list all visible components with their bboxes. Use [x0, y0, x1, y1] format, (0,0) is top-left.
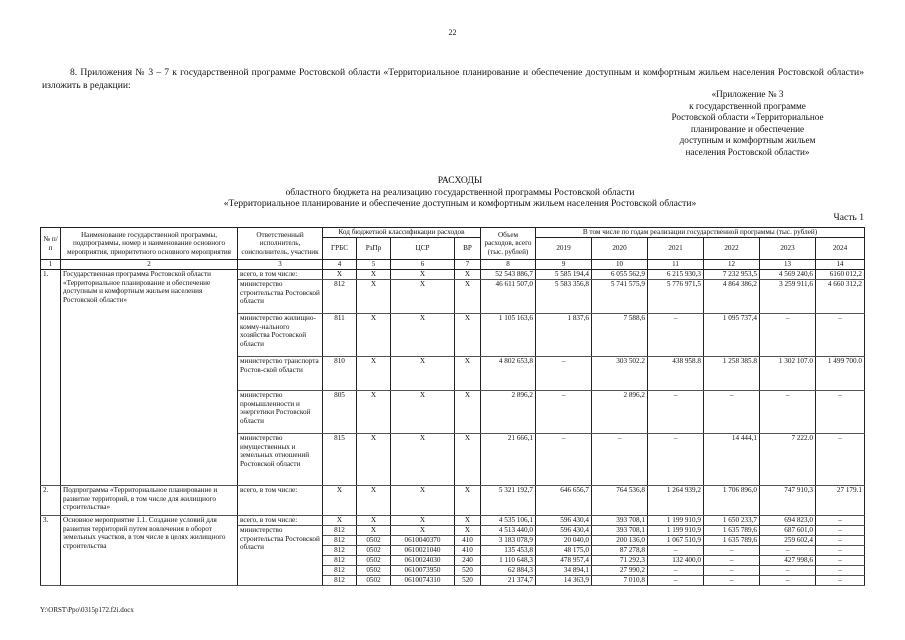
grbs-cell: 812 — [323, 536, 357, 546]
program-name: Подпрограмма «Территориальное планирование и развитие территорий, в том числе для жилищного строительства» — [61, 486, 238, 516]
header-grbs: ГРБС — [323, 238, 357, 260]
table-row — [41, 486, 865, 516]
header-year: 2020 — [592, 238, 648, 260]
row-number: 1. — [41, 270, 61, 486]
executor-cell: министерство строительства Ростовской области — [238, 280, 323, 314]
total-cell: 21 666,1 — [481, 434, 536, 486]
header-year: 2021 — [648, 238, 704, 260]
appendix-line: населения Ростовской области» — [685, 146, 810, 157]
year-cell: 1 650 233,7 — [704, 516, 760, 526]
total-cell: 62 884,3 — [481, 566, 536, 576]
executor-cell: министерство имущественных и земельных отношений Ростовской области — [238, 434, 323, 486]
header-executor: Ответственный исполнитель, соисполнитель, участник — [238, 228, 323, 260]
year-cell: – — [704, 566, 760, 576]
year-cell: 1 095 737,4 — [704, 314, 760, 357]
grbs-cell: 812 — [323, 566, 357, 576]
rzpr-cell: X — [357, 526, 391, 536]
year-cell: 1 067 510,9 — [648, 536, 704, 546]
year-cell: 478 957,4 — [536, 556, 592, 566]
year-cell: – — [648, 566, 704, 576]
year-cell: – — [536, 434, 592, 486]
total-cell: 4 513 440,0 — [481, 526, 536, 536]
column-number: 2 — [61, 260, 238, 270]
year-cell: 5 585 194,4 — [536, 270, 592, 280]
grbs-cell: X — [323, 516, 357, 526]
year-cell: 1 706 896,0 — [704, 486, 760, 516]
appendix-line: планирование и обеспечение — [690, 123, 805, 134]
year-cell: 5 741 575,9 — [592, 280, 648, 314]
year-cell: 14 363,9 — [536, 576, 592, 586]
header-rzpr: РзПр — [357, 238, 391, 260]
year-cell: 48 175,0 — [536, 546, 592, 556]
column-number: 3 — [238, 260, 323, 270]
row-number: 3. — [41, 516, 61, 586]
year-cell: 27 179.1 — [816, 486, 865, 516]
part-label: Часть 1 — [833, 212, 864, 223]
vr-cell: X — [455, 434, 481, 486]
year-cell: 27 990,2 — [592, 566, 648, 576]
year-cell: 5 583 356,8 — [536, 280, 592, 314]
year-cell: 747 910,3 — [760, 486, 816, 516]
year-cell: – — [816, 434, 865, 486]
document-title — [200, 175, 720, 210]
total-cell: 2 896,2 — [481, 391, 536, 434]
csr-cell: X — [391, 280, 455, 314]
column-number: 8 — [481, 260, 536, 270]
csr-cell: X — [391, 434, 455, 486]
column-number: 1 — [41, 260, 61, 270]
year-cell: 1 258 385.8 — [704, 357, 760, 391]
rzpr-cell: X — [357, 270, 391, 280]
header-vr: ВР — [455, 238, 481, 260]
year-cell: – — [704, 546, 760, 556]
executor-cell: министерство промышленности и энергетики Ростовской области — [238, 391, 323, 434]
vr-cell: X — [455, 486, 481, 516]
grbs-cell: 811 — [323, 314, 357, 357]
grbs-cell: 812 — [323, 556, 357, 566]
executor-cell: всего, в том числе: — [238, 270, 323, 280]
year-cell: – — [760, 566, 816, 576]
vr-cell: X — [455, 270, 481, 280]
rzpr-cell: X — [357, 280, 391, 314]
grbs-cell: 810 — [323, 357, 357, 391]
total-cell: 21 374,7 — [481, 576, 536, 586]
header-year: 2024 — [816, 238, 865, 260]
vr-cell: X — [455, 391, 481, 434]
year-cell: – — [816, 391, 865, 434]
column-number: 7 — [455, 260, 481, 270]
header-years-group: В том числе по годам реализации государственной программы (тыс. рублей) — [536, 228, 865, 238]
grbs-cell: 812 — [323, 280, 357, 314]
csr-cell: X — [391, 270, 455, 280]
program-name: Основное мероприятие 1.1. Создание условий для развития территорий путем вовлечения в оборот земельных участков, в том числе в целях жилищного строительства — [61, 516, 238, 586]
program-name: Государственная программа Ростовской области «Территориальное планирование и обеспечение доступным и комфортным жильем населения Ростовской области» — [61, 270, 238, 486]
file-path-footer: Y:\ORST\Ppo\0315p172.f2i.docx — [40, 606, 134, 614]
vr-cell: 410 — [455, 536, 481, 546]
appendix-line: доступным и комфортным жильем — [679, 135, 816, 145]
year-cell: 200 136,0 — [592, 536, 648, 546]
title-line: «Территориальное планирование и обеспечение доступным и комфортным жильем населения Ростовской области» — [223, 198, 697, 210]
appendix-header — [640, 89, 855, 158]
vr-cell: X — [455, 516, 481, 526]
csr-cell: X — [391, 526, 455, 536]
year-cell: 14 444,1 — [704, 434, 760, 486]
year-cell: – — [536, 391, 592, 434]
grbs-cell: 815 — [323, 434, 357, 486]
total-cell: 46 611 507,0 — [481, 280, 536, 314]
total-cell: 4 535 106,1 — [481, 516, 536, 526]
header-csr: ЦСР — [391, 238, 455, 260]
year-cell: 7 588,6 — [592, 314, 648, 357]
vr-cell: X — [455, 357, 481, 391]
year-cell: – — [536, 357, 592, 391]
year-cell: 7 010,8 — [592, 576, 648, 586]
total-cell: 3 183 078,9 — [481, 536, 536, 546]
csr-cell: X — [391, 314, 455, 357]
year-cell: 393 708,1 — [592, 526, 648, 536]
rzpr-cell: 0502 — [357, 556, 391, 566]
total-cell: 52 543 886,7 — [481, 270, 536, 280]
year-cell: – — [816, 546, 865, 556]
year-cell: 596 430,4 — [536, 526, 592, 536]
year-cell: 303 502.2 — [592, 357, 648, 391]
rzpr-cell: 0502 — [357, 536, 391, 546]
header-year: 2019 — [536, 238, 592, 260]
executor-cell: министерство строительства Ростовской области — [238, 526, 323, 586]
year-cell: – — [760, 314, 816, 357]
year-cell: 1 199 910,9 — [648, 516, 704, 526]
csr-cell: 0610074310 — [391, 576, 455, 586]
year-cell: 1 302 107.0 — [760, 357, 816, 391]
rzpr-cell: 0502 — [357, 576, 391, 586]
year-cell: 596 430,4 — [536, 516, 592, 526]
year-cell: 764 536,8 — [592, 486, 648, 516]
executor-cell: всего, в том числе: — [238, 486, 323, 516]
appendix-line: «Приложение № 3 — [711, 89, 784, 99]
table-row — [41, 270, 865, 280]
year-cell: 71 292,3 — [592, 556, 648, 566]
year-cell: 427 998,6 — [760, 556, 816, 566]
rzpr-cell: X — [357, 516, 391, 526]
year-cell: 4 660 312,2 — [816, 280, 865, 314]
year-cell: 6 055 562,9 — [592, 270, 648, 280]
rzpr-cell: 0502 — [357, 566, 391, 576]
year-cell: 1 837,6 — [536, 314, 592, 357]
row-number: 2. — [41, 486, 61, 516]
executor-cell: министерство жилищно-комму-нального хозяйства Ростовской области — [238, 314, 323, 357]
column-number: 12 — [704, 260, 760, 270]
year-cell: 1 499 700.0 — [816, 357, 865, 391]
year-cell: – — [760, 546, 816, 556]
year-cell: – — [760, 576, 816, 586]
header-total: Объем расходов, всего (тыс. рублей) — [481, 228, 536, 260]
year-cell: – — [648, 576, 704, 586]
header-code-group: Код бюджетной классификации расходов — [323, 228, 481, 238]
year-cell: – — [816, 536, 865, 546]
header-name: Наименование государственной программы, подпрограммы, номер и наименование основного мероприятия, приоритетного основного мероприятия — [61, 228, 238, 260]
year-cell: 6160 012,2 — [816, 270, 865, 280]
grbs-cell: 812 — [323, 576, 357, 586]
year-cell: 4 569 240,6 — [760, 270, 816, 280]
year-cell: 132 400,0 — [648, 556, 704, 566]
header-num: № п/п — [41, 228, 61, 260]
year-cell: – — [592, 434, 648, 486]
csr-cell: 0610024030 — [391, 556, 455, 566]
year-cell: 393 708,1 — [592, 516, 648, 526]
year-cell: – — [648, 391, 704, 434]
vr-cell: X — [455, 280, 481, 314]
year-cell: 7 232 953,5 — [704, 270, 760, 280]
vr-cell: 520 — [455, 576, 481, 586]
column-number: 5 — [357, 260, 391, 270]
vr-cell: 520 — [455, 566, 481, 576]
rzpr-cell: X — [357, 391, 391, 434]
vr-cell: 240 — [455, 556, 481, 566]
year-cell: 20 040,0 — [536, 536, 592, 546]
column-number: 9 — [536, 260, 592, 270]
column-number: 13 — [760, 260, 816, 270]
total-cell: 1 105 163,6 — [481, 314, 536, 357]
grbs-cell: 812 — [323, 526, 357, 536]
year-cell: 259 602,4 — [760, 536, 816, 546]
year-cell: 7 222.0 — [760, 434, 816, 486]
year-cell: 646 656,7 — [536, 486, 592, 516]
year-cell: – — [816, 556, 865, 566]
year-cell: – — [816, 516, 865, 526]
rzpr-cell: X — [357, 486, 391, 516]
year-cell: 87 278,8 — [592, 546, 648, 556]
grbs-cell: X — [323, 486, 357, 516]
column-number: 4 — [323, 260, 357, 270]
year-cell: – — [704, 391, 760, 434]
csr-cell: 0610073950 — [391, 566, 455, 576]
year-cell: – — [816, 576, 865, 586]
title-line: областного бюджета на реализацию государственной программы Ростовской области — [285, 186, 635, 198]
year-cell: – — [760, 391, 816, 434]
executor-cell: всего, в том числе: — [238, 516, 323, 526]
csr-cell: X — [391, 357, 455, 391]
appendix-line: Ростовской области «Территориальное — [671, 112, 824, 122]
grbs-cell: 805 — [323, 391, 357, 434]
grbs-cell: 812 — [323, 546, 357, 556]
year-cell: 1 264 939,2 — [648, 486, 704, 516]
csr-cell: X — [391, 486, 455, 516]
year-cell: 1 635 789,6 — [704, 536, 760, 546]
total-cell: 1 110 648,3 — [481, 556, 536, 566]
rzpr-cell: X — [357, 357, 391, 391]
appendix-line: к государственной программе — [689, 100, 806, 111]
year-cell: 687 601,0 — [760, 526, 816, 536]
executor-cell: министерство транспорта Ростов-ской области — [238, 357, 323, 391]
intro-paragraph: 8. Приложения № 3 – 7 к государственной программе Ростовской области «Территориальное планирование и обеспечение доступным и комфортным жильем населения Ростовской области» изложить в редакции: — [42, 67, 864, 91]
year-cell: 1 199 910,9 — [648, 526, 704, 536]
column-number: 11 — [648, 260, 704, 270]
csr-cell: 0610021040 — [391, 546, 455, 556]
year-cell: – — [648, 546, 704, 556]
page-number: 22 — [448, 28, 457, 37]
year-cell: 1 635 789,6 — [704, 526, 760, 536]
total-cell: 135 453,8 — [481, 546, 536, 556]
year-cell: 5 776 971,5 — [648, 280, 704, 314]
csr-cell: 0610040370 — [391, 536, 455, 546]
column-number: 6 — [391, 260, 455, 270]
year-cell: – — [816, 314, 865, 357]
year-cell: – — [816, 526, 865, 536]
vr-cell: X — [455, 526, 481, 536]
rzpr-cell: 0502 — [357, 546, 391, 556]
total-cell: 4 802 653,8 — [481, 357, 536, 391]
year-cell: 2 896,2 — [592, 391, 648, 434]
year-cell: 438 958.8 — [648, 357, 704, 391]
year-cell: – — [816, 566, 865, 576]
column-number: 10 — [592, 260, 648, 270]
header-year: 2023 — [760, 238, 816, 260]
year-cell: 694 823,0 — [760, 516, 816, 526]
total-cell: 5 321 192,7 — [481, 486, 536, 516]
title-line: РАСХОДЫ — [437, 175, 483, 186]
year-cell: – — [648, 434, 704, 486]
table-row — [41, 516, 865, 526]
year-cell: – — [704, 556, 760, 566]
csr-cell: X — [391, 391, 455, 434]
header-year: 2022 — [704, 238, 760, 260]
year-cell: 6 215 930,3 — [648, 270, 704, 280]
expenses-table — [40, 227, 865, 586]
vr-cell: 410 — [455, 546, 481, 556]
csr-cell: X — [391, 516, 455, 526]
column-number: 14 — [816, 260, 865, 270]
rzpr-cell: X — [357, 434, 391, 486]
year-cell: – — [648, 314, 704, 357]
rzpr-cell: X — [357, 314, 391, 357]
grbs-cell: X — [323, 270, 357, 280]
year-cell: 4 864 386,2 — [704, 280, 760, 314]
year-cell: – — [704, 576, 760, 586]
year-cell: 34 894,1 — [536, 566, 592, 576]
vr-cell: X — [455, 314, 481, 357]
year-cell: 3 259 911,6 — [760, 280, 816, 314]
